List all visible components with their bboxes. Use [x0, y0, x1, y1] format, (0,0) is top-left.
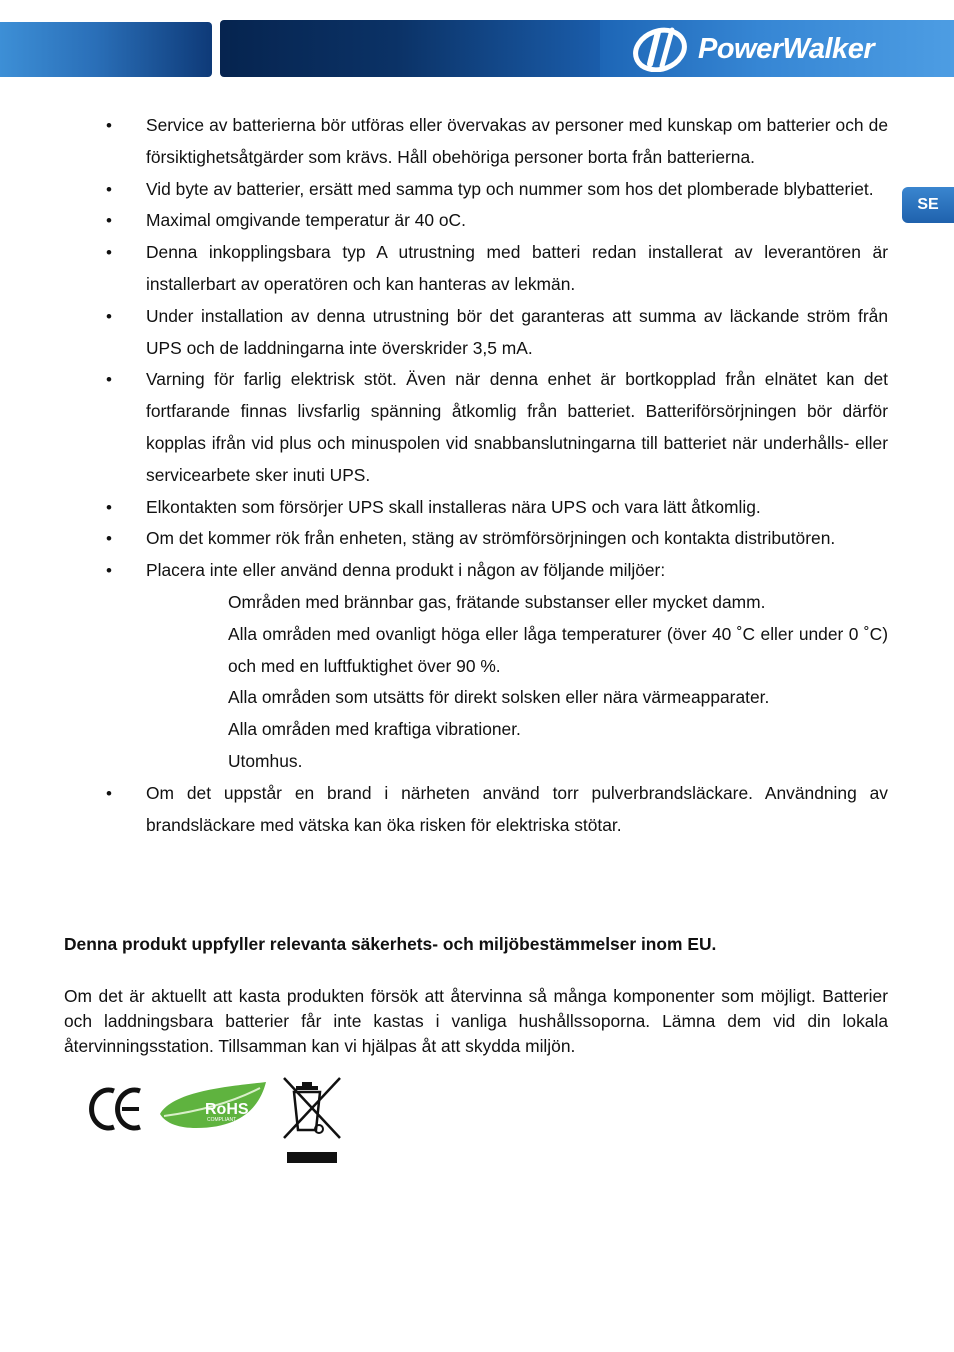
sub-item: Alla områden med kraftiga vibrationer. [228, 719, 521, 740]
list-item: • Om det uppstår en brand i närheten använd torr pulverbrandsläckare. Användning av brandsläckare med vätska kan öka risken för elektriska stötar. [0, 778, 954, 842]
header-band-middle [220, 20, 610, 77]
list-item: • Under installation av denna utrustning bör det garanteras att summa av läckande ström från UPS och de laddningarna inte överskrider 3,5 mA. [0, 301, 954, 365]
list-item-environments [0, 555, 954, 778]
list-item: • Denna inkopplingsbara typ A utrustning med batteri redan installerat av leverantören är installerbart av operatören och kan hanteras av lekmän. [0, 237, 954, 301]
header-band-left [0, 22, 212, 77]
list-item: • Vid byte av batterier, ersätt med samma typ och nummer som hos det plomberade blybatteriet. [0, 174, 954, 206]
rohs-logo-icon [160, 1082, 266, 1128]
certification-logos [84, 1076, 354, 1173]
rohs-sublabel: COMPLIANT [207, 1117, 237, 1123]
sub-item: Områden med brännbar gas, frätande substanser eller mycket damm. [228, 591, 766, 612]
environments-intro: Placera inte eller använd denna produkt i någon av följande miljöer: [146, 560, 666, 581]
list-item: • Om det kommer rök från enheten, stäng av strömförsörjningen och kontakta distributören. [0, 523, 954, 555]
environments-sublist [146, 587, 888, 778]
list-item: • Maximal omgivande temperatur är 40 oC. [0, 205, 954, 237]
list-item: • Elkontakten som försörjer UPS skall installeras nära UPS och vara lätt åtkomlig. [0, 492, 954, 524]
recycling-paragraph: Om det är aktuellt att kasta produkten försök att återvinna så många komponenter som möjligt. Batterier och laddningsbara batterier får inte kastas i vanliga hushållssoporna. Lämna dem vid din lokala återvinningsstation. Tillsamman kan vi hjälpas åt att skydda miljön. [64, 986, 888, 1056]
ce-mark-icon [84, 1076, 140, 1128]
sub-item: Alla områden med ovanligt höga eller låga temperaturer (över 40 ˚C eller under 0 ˚C) och med en luftfuktighet över 90 %. [228, 623, 888, 676]
power-symbol-icon [632, 26, 692, 72]
list-item: • Varning för farlig elektrisk stöt. Även när denna enhet är bortkopplad från elnätet kan det fortfarande finnas livsfarlig spänning åtkomlig från batteriet. Batteriförsörjningen bör därför kopplas ifrån vid plus och minuspolen vid snabbanslutningarna till batteriet när underhålls- eller servicearbete sker inuti UPS. [0, 364, 954, 491]
language-tab[interactable]: SE [902, 187, 954, 223]
safety-content [0, 110, 954, 841]
eu-compliance-statement: Denna produkt uppfyller relevanta säkerhets- och miljöbestämmelser inom EU. [64, 934, 717, 954]
brand-name: PowerWalker [698, 32, 875, 65]
ce-label: CE [84, 1076, 86, 1077]
list-item: • Service av batterierna bör utföras eller övervakas av personer med kunskap om batterier och de försiktighetsåtgärder som krävs. Håll obehöriga personer borta från batterierna. [0, 110, 954, 174]
rohs-label: RoHS [205, 1101, 249, 1118]
crossed-out-wheelie-bin-icon [284, 1078, 340, 1163]
sub-item: Utomhus. [228, 750, 303, 771]
safety-bullet-list [0, 110, 954, 841]
powerwalker-logo [632, 24, 874, 74]
sub-item: Alla områden som utsätts för direkt solsken eller nära värmeapparater. [228, 687, 770, 708]
